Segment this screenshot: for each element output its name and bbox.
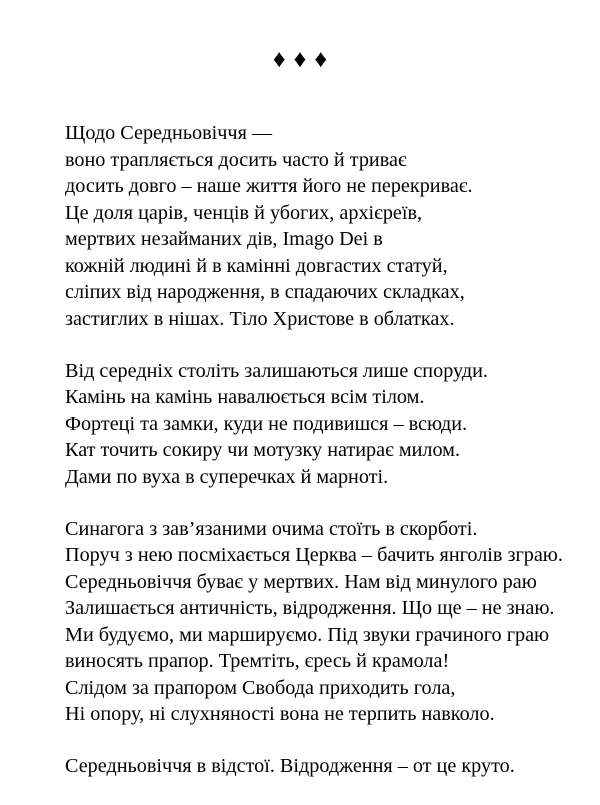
- poem-line: застиглих в нішах. Тіло Христове в облатках.: [65, 307, 455, 330]
- poem-line: Середньовіччя буває у мертвих. Нам від минулого раю: [65, 570, 537, 593]
- section-ornament: ♦♦♦: [272, 46, 336, 73]
- poem-line: Слідом за прапором Свобода приходить гола,: [65, 676, 456, 699]
- poem-line: Поруч з нею посміхається Церква – бачить янголів зграю.: [65, 544, 563, 566]
- stanza-4: [65, 753, 595, 780]
- poem-line: Камінь на камінь навалюється всім тілом.: [65, 386, 425, 408]
- poem-line: Дами по вуха в суперечках й марноті.: [65, 465, 389, 488]
- poem-line: Синагога з зав’язаними очима стоїть в скорботі.: [65, 517, 478, 540]
- poem-line: Фортеці та замки, куди не подивишся – всюди.: [65, 412, 468, 435]
- poem-line: мертвих незайманих дів, Imago Dei в: [65, 228, 383, 250]
- poem-line: Ми будуємо, ми маршируємо. Під звуки грачиного граю: [65, 623, 550, 646]
- poem-line: Це доля царів, ченців й убогих, архієреїв,: [65, 201, 423, 224]
- stanza-3: [65, 516, 595, 728]
- poem-line: виносять прапор. Тремтіть, єресь й крамола!: [65, 650, 450, 672]
- poem-line: Кат точить сокиру чи мотузку натирає милом.: [65, 439, 461, 461]
- poem-line: досить довго – наше життя його не перекриває.: [65, 175, 473, 197]
- poem-line: воно трапляється досить часто й триває: [65, 148, 407, 171]
- poem-line: Від середніх століть залишаються лише споруди.: [65, 359, 488, 382]
- stanza-2: [65, 358, 595, 491]
- poem-line: сліпих від народження, в спадаючих складках,: [65, 281, 465, 303]
- poem-line: Залишається античність, відродження. Що ще – не знаю.: [65, 597, 555, 619]
- poem-line: Щодо Середньовіччя —: [65, 122, 273, 144]
- stanza-1: [65, 120, 595, 332]
- poem-line: кожній людині й в камінні довгастих статуй,: [65, 254, 448, 277]
- poem: [65, 120, 595, 805]
- poem-line: Середньовіччя в відстої. Відродження – от це круто.: [65, 755, 515, 777]
- poem-line: Ні опору, ні слухняності вона не терпить навколо.: [65, 703, 495, 725]
